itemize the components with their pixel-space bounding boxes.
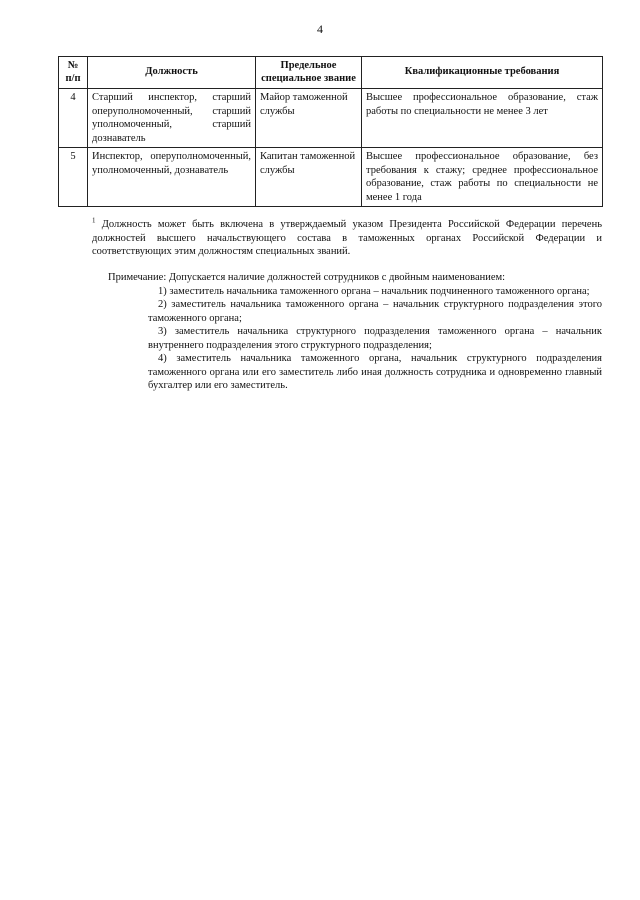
row-position: Инспектор, оперуполномоченный, уполномоченный, дознаватель — [88, 148, 256, 207]
footnote-text: Должность может быть включена в утверждаемый указом Президента Российской Федерации перечень должностей высшего начальствующего состава в таможенных органах Российской Федерации и соответствующих этим должностям специальных званий. — [92, 219, 602, 257]
row-requirements: Высшее профессиональное образование, стаж работы по специальности не менее 3 лет — [362, 89, 603, 148]
table-header-row — [59, 57, 603, 89]
header-position: Должность — [88, 57, 256, 89]
header-num: № п/п — [59, 57, 88, 89]
note-intro: Примечание: Допускается наличие должностей сотрудников с двойным наименованием: — [108, 272, 506, 283]
row-position: Старший инспектор, старший оперуполномоченный, старший уполномоченный, старший дознаватель — [88, 89, 256, 148]
header-rank: Предельное специальное звание — [256, 57, 362, 89]
row-requirements: Высшее профессиональное образование, без требования к стажу; среднее профессиональное образование, стаж работы по специальности не менее 1 года — [362, 148, 603, 207]
header-requirements: Квалификационные требования — [362, 57, 603, 89]
row-num: 5 — [59, 148, 88, 207]
note-item: 3) заместитель начальника структурного подразделения таможенного органа – начальник внутреннего подразделения этого структурного подразделения; — [148, 326, 602, 351]
qualification-table — [58, 56, 603, 207]
row-rank: Майор таможенной службы — [256, 89, 362, 148]
page-number: 4 — [317, 22, 323, 36]
table-row — [59, 89, 603, 148]
note-item: 1) заместитель начальника таможенного органа – начальник подчиненного таможенного органа; — [158, 285, 590, 297]
note-items — [148, 285, 602, 393]
note — [108, 271, 602, 393]
note-item: 2) заместитель начальника таможенного органа – начальник структурного подразделения этого таможенного органа; — [148, 299, 602, 324]
row-rank: Капитан таможенной службы — [256, 148, 362, 207]
footnote-marker: 1 — [92, 216, 96, 225]
note-item: 4) заместитель начальника таможенного органа, начальник структурного подразделения таможенного органа или его заместитель либо иная должность сотрудника и одновременно главный бухгалтер или его заместитель. — [148, 353, 602, 391]
table-row — [59, 148, 603, 207]
footnote — [92, 218, 602, 259]
row-num: 4 — [59, 89, 88, 148]
